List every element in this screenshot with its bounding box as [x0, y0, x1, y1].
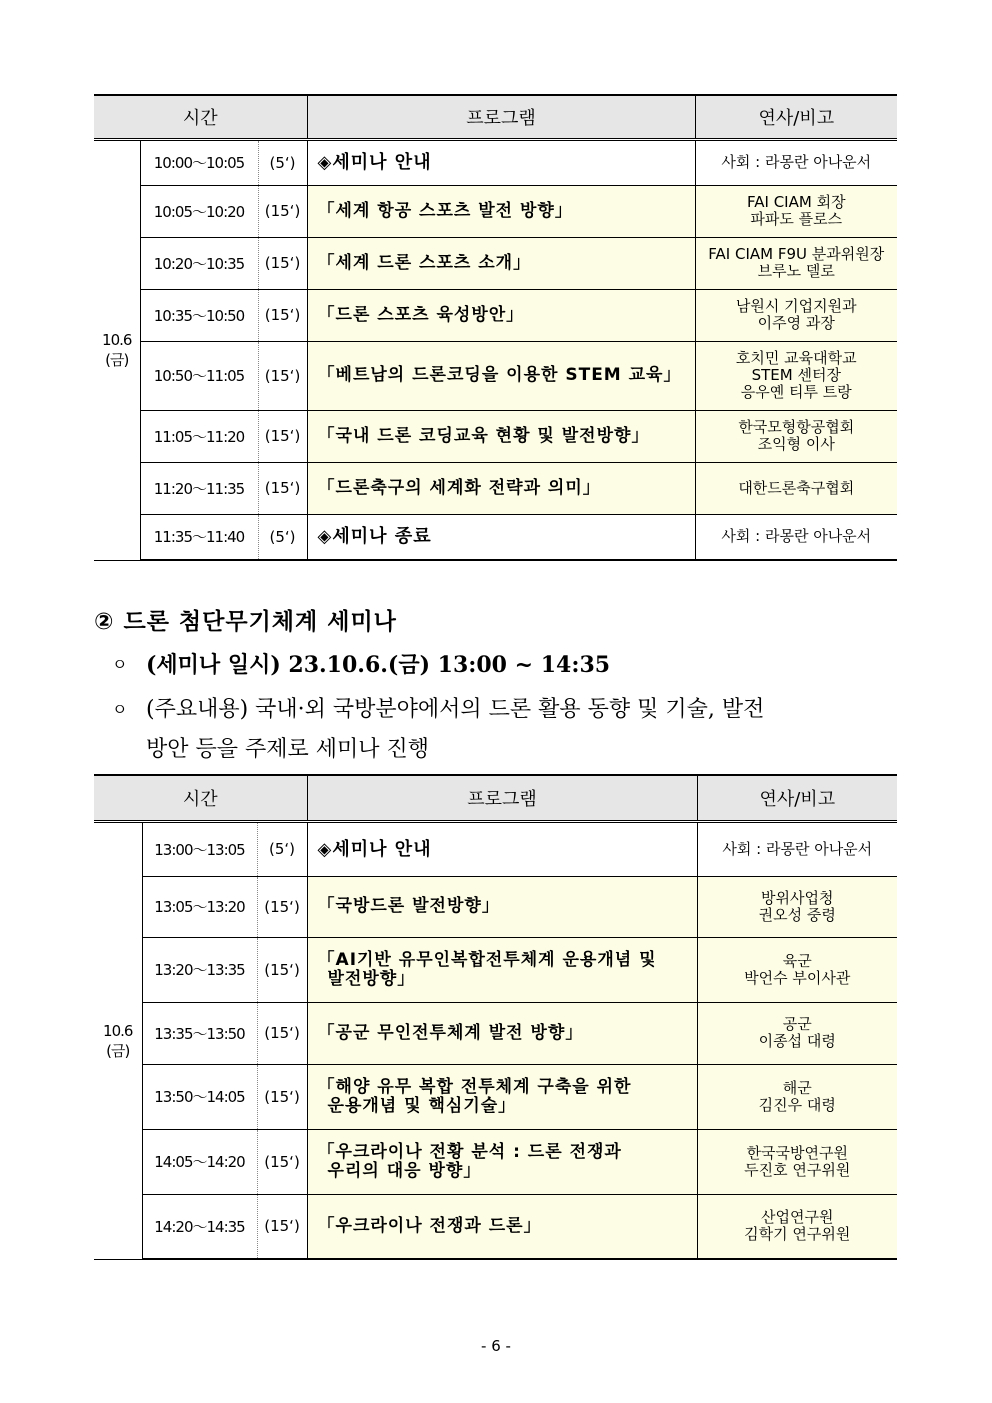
speaker-cell	[697, 876, 897, 937]
table-row	[94, 1129, 897, 1194]
program-line: 「해양 유무 복합 전투체계 구축을 위한	[317, 1076, 632, 1097]
speaker-line: 김학기 연구위원	[744, 1225, 851, 1244]
program-line: 「공군 무인전투체계 발전 방향」	[317, 1022, 584, 1043]
table-row	[94, 876, 897, 937]
time-cell: 10:50～11:05	[140, 341, 258, 410]
header-time: 시간	[94, 775, 307, 821]
time-cell: 14:05～14:20	[142, 1129, 257, 1194]
speaker-cell	[697, 1194, 897, 1259]
time-cell: 11:20～11:35	[140, 462, 258, 514]
speaker-cell	[697, 937, 897, 1002]
section-title: ② 드론 첨단무기체계 세미나	[94, 609, 397, 635]
time-cell: 10:05～10:20	[140, 185, 258, 237]
speaker-cell	[695, 289, 897, 341]
speaker-cell	[695, 341, 897, 410]
duration-cell: (15‘)	[258, 410, 307, 462]
header-time: 시간	[94, 95, 307, 139]
program-cell	[307, 1064, 697, 1129]
table-row	[94, 1002, 897, 1064]
table-row	[94, 937, 897, 1002]
time-cell: 13:35～13:50	[142, 1002, 257, 1064]
program-line: 「우크라이나 전쟁과 드론」	[317, 1215, 542, 1236]
speaker-line: 산업연구원	[761, 1208, 834, 1227]
schedule-table-1	[94, 94, 897, 561]
duration-cell: (5‘)	[258, 139, 307, 185]
speaker-line: 호치민 교육대학교	[735, 349, 857, 367]
date-cell	[94, 139, 140, 560]
date-weekday: (금)	[106, 1041, 130, 1060]
duration-cell: (15‘)	[257, 1194, 307, 1259]
duration-cell: (15‘)	[258, 462, 307, 514]
program-cell: ◈세미나 안내	[307, 139, 695, 185]
speaker-cell	[695, 514, 897, 560]
table-row	[94, 514, 897, 560]
table-row	[94, 185, 897, 237]
speaker-cell	[697, 1129, 897, 1194]
time-cell: 13:05～13:20	[142, 876, 257, 937]
header-speaker: 연사/비고	[697, 775, 897, 821]
program-cell	[307, 821, 697, 876]
program-cell	[307, 1129, 697, 1194]
speaker-cell	[697, 1002, 897, 1064]
program-line: 운용개념 및 핵심기술」	[327, 1095, 517, 1116]
bullet-text	[146, 690, 764, 770]
bullet-text-line: 방안 등을 주제로 세미나 진행	[146, 737, 429, 762]
speaker-line: 대한드론축구협회	[738, 478, 855, 497]
time-cell: 13:50～14:05	[142, 1064, 257, 1129]
speaker-cell	[695, 139, 897, 185]
bullet-seminar-date	[112, 645, 610, 685]
speaker-line: 한국모형항공협회	[738, 418, 855, 436]
program-cell: ◈세미나 종료	[307, 514, 695, 560]
program-cell: 「베트남의 드론코딩을 이용한 STEM 교육」	[307, 341, 695, 410]
duration-cell: (5‘)	[257, 821, 307, 876]
bullet-main-content	[112, 690, 764, 770]
duration-cell: (15‘)	[258, 185, 307, 237]
speaker-line: 이주영 과장	[757, 314, 835, 332]
program-cell: 「드론 스포츠 육성방안」	[307, 289, 695, 341]
speaker-line: 사회 : 라몽란 아나운서	[722, 839, 873, 858]
speaker-line: 육군	[782, 951, 812, 970]
duration-cell: (15‘)	[258, 237, 307, 289]
speaker-line: 이종섭 대령	[758, 1032, 836, 1050]
program-cell: 「국내 드론 코딩교육 현황 및 발전방향」	[307, 410, 695, 462]
table-row	[94, 341, 897, 410]
program-cell: 「드론축구의 세계화 전략과 의미」	[307, 462, 695, 514]
duration-cell: (15‘)	[258, 289, 307, 341]
table-row	[94, 410, 897, 462]
header-program: 프로그램	[307, 775, 697, 821]
table-row	[94, 289, 897, 341]
page-number: - 6 -	[481, 1337, 511, 1355]
bullet-text: (세미나 일시) 23.10.6.(금) 13:00 ~ 14:35	[146, 652, 611, 678]
bullet-mark: ㅇ	[112, 700, 128, 719]
program-line: 「AI기반 유무인복합전투체계 운용개념 및	[317, 949, 657, 970]
speaker-line: 남원시 기업지원과	[735, 297, 857, 315]
duration-cell: (15‘)	[257, 1129, 307, 1194]
table-row	[94, 1194, 897, 1259]
speaker-cell	[695, 410, 897, 462]
time-cell: 13:00～13:05	[142, 821, 257, 876]
speaker-line: STEM 센터장	[751, 366, 841, 384]
schedule-table-2	[94, 774, 897, 1260]
duration-cell: (15‘)	[257, 876, 307, 937]
time-cell: 14:20～14:35	[142, 1194, 257, 1259]
duration-cell: (5‘)	[258, 514, 307, 560]
speaker-cell	[697, 821, 897, 876]
time-cell: 11:35～11:40	[140, 514, 258, 560]
program-cell	[307, 1002, 697, 1064]
program-line: 우리의 대응 방향」	[327, 1160, 482, 1181]
time-cell: 11:05～11:20	[140, 410, 258, 462]
duration-cell: (15‘)	[257, 937, 307, 1002]
speaker-line: 응우옌 티투 트랑	[740, 383, 852, 401]
table-row	[94, 462, 897, 514]
speaker-line: 사회 : 라몽란 아나운서	[721, 153, 872, 171]
time-cell: 10:20～10:35	[140, 237, 258, 289]
speaker-line: 한국국방연구원	[746, 1143, 848, 1162]
duration-cell: (15‘)	[257, 1002, 307, 1064]
time-cell: 10:35～10:50	[140, 289, 258, 341]
table-row	[94, 1064, 897, 1129]
speaker-line: FAI CIAM F9U 분과위원장	[708, 245, 885, 263]
speaker-cell	[695, 237, 897, 289]
program-cell	[307, 937, 697, 1002]
table-row	[94, 139, 897, 185]
bullet-mark: ㅇ	[112, 655, 128, 674]
program-cell: 「세계 드론 스포츠 소개」	[307, 237, 695, 289]
duration-cell: (15‘)	[257, 1064, 307, 1129]
date-day: 10.6	[103, 1021, 133, 1040]
speaker-line: 박언수 부이사관	[744, 968, 851, 987]
speaker-line: 해군	[782, 1078, 812, 1097]
table-header-row	[94, 95, 897, 139]
header-program: 프로그램	[307, 95, 695, 139]
program-line: 「국방드론 발전방향」	[317, 896, 500, 916]
date-weekday: (금)	[105, 351, 129, 369]
speaker-cell	[695, 462, 897, 514]
table-row	[94, 237, 897, 289]
speaker-line: 조익형 이사	[757, 435, 835, 453]
speaker-line: 파파도 플로스	[750, 210, 843, 228]
program-line: 「우크라이나 전황 분석 : 드론 전쟁과	[317, 1141, 622, 1162]
program-line: ◈세미나 안내	[317, 838, 432, 860]
speaker-line: 사회 : 라몽란 아나운서	[721, 527, 872, 546]
program-cell: 「세계 항공 스포츠 발전 방향」	[307, 185, 695, 237]
speaker-cell	[695, 185, 897, 237]
program-line: 발전방향」	[327, 968, 416, 989]
program-cell	[307, 876, 697, 937]
time-cell: 10:00～10:05	[140, 139, 258, 185]
table-header-row	[94, 775, 897, 821]
table-row	[94, 821, 897, 876]
program-cell	[307, 1194, 697, 1259]
speaker-line: 브루노 델로	[757, 262, 835, 280]
speaker-line: 방위사업청	[761, 888, 834, 907]
date-cell	[94, 821, 142, 1259]
speaker-line: 김진우 대령	[758, 1095, 836, 1114]
duration-cell: (15‘)	[258, 341, 307, 410]
speaker-line: 두진호 연구위원	[744, 1160, 851, 1179]
bullet-text-line: (주요내용) 국내·외 국방분야에서의 드론 활용 동향 및 기술, 발전	[146, 697, 765, 722]
speaker-line: FAI CIAM 회장	[747, 193, 846, 211]
speaker-line: 공군	[782, 1015, 812, 1033]
speaker-cell	[697, 1064, 897, 1129]
date-day: 10.6	[102, 331, 132, 349]
header-speaker: 연사/비고	[695, 95, 897, 139]
time-cell: 13:20～13:35	[142, 937, 257, 1002]
speaker-line: 권오성 중령	[758, 905, 836, 924]
